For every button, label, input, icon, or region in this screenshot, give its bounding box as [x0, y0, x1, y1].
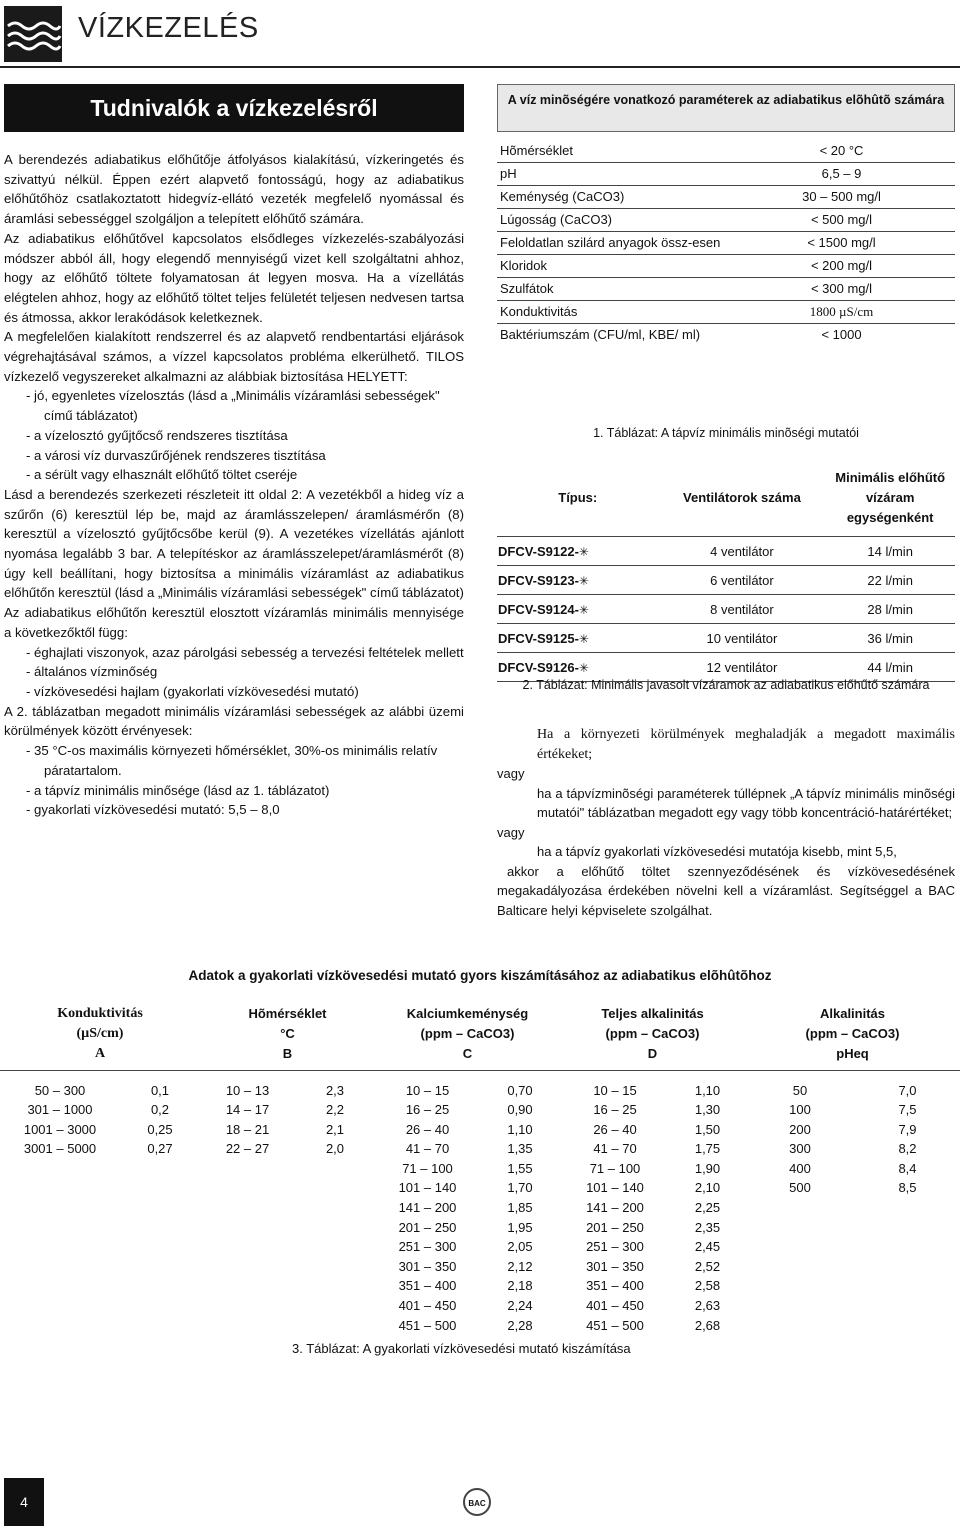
list-cell	[0, 1081, 120, 1336]
table-cell: 22 – 27	[225, 1141, 270, 1157]
table-row: DFCV-S9123-✳ 6 ventilátor 22 l/min	[497, 566, 955, 595]
table-cell: 1,75	[694, 1141, 721, 1157]
table-cell: 100	[789, 1102, 811, 1118]
table1-caption: 1. Táblázat: A tápvíz minimális minõségi mutatói	[593, 426, 859, 440]
table-cell: 101 – 140	[398, 1180, 457, 1196]
column-header: Kalciumkeménység (ppm – CaCO3) C	[375, 998, 560, 1071]
table-cell: 2,24	[507, 1298, 533, 1314]
table-cell: 71 – 100	[402, 1160, 453, 1176]
table-cell: 18 – 21	[225, 1121, 270, 1137]
column-header: Teljes alkalinitás (ppm – CaCO3) D	[560, 998, 745, 1071]
table-row: Lúgosság (CaCO3) < 500 mg/l	[497, 209, 955, 232]
snowflake-icon: ✳	[578, 631, 589, 646]
or-label: vagy	[497, 766, 525, 781]
table-cell: 41 – 70	[405, 1141, 450, 1157]
snowflake-icon: ✳	[578, 544, 589, 559]
list-cell	[670, 1081, 745, 1336]
list-item: - gyakorlati vízkövesedési mutató: 5,5 – 8,0	[26, 802, 280, 818]
table-row: Feloldatlan szilárd anyagok össz-esen < 1500 mg/l	[497, 232, 955, 255]
table-cell: 10 – 15	[405, 1082, 450, 1098]
or-label: vagy	[497, 824, 525, 840]
water-quality-table	[497, 140, 955, 346]
list-item: - jó, egyenletes vízelosztás (lásd a „Minimális vízáramlási sebességek" című táblázatot)	[26, 388, 440, 424]
condition: ha a tápvíz gyakorlati vízkövesedési mutatója kisebb, mint 5,5,	[537, 844, 897, 859]
table-cell: 8,5	[898, 1180, 917, 1196]
list-item: - a sérült vagy elhasznált előhűtő töltet cseréje	[26, 467, 298, 483]
table-cell: 2,35	[694, 1219, 721, 1235]
list-item: - a tápvíz minimális minősége (lásd az 1. táblázatot)	[26, 782, 330, 798]
table-row: DFCV-S9125-✳ 10 ventilátor 36 l/min	[497, 624, 955, 653]
list-cell	[480, 1081, 560, 1336]
left-column	[4, 150, 464, 820]
list-item: - 35 °C-os maximális környezeti hőmérséklet, 30%-os minimális relatív páratartalom.	[26, 743, 438, 778]
bac-logo: BAC	[463, 1488, 491, 1516]
list-item: - a városi víz durvaszűrőjének rendszeres tisztítása	[26, 447, 326, 463]
table-cell: 2,12	[507, 1258, 533, 1274]
table-cell: 2,28	[507, 1317, 533, 1333]
column-header: Típus:	[558, 490, 598, 505]
table-cell: 301 – 350	[398, 1258, 457, 1274]
list-cell	[560, 1081, 670, 1336]
table-cell: 451 – 500	[398, 1317, 457, 1333]
table-cell: 2,10	[694, 1180, 721, 1196]
table-cell: 10 – 15	[593, 1082, 637, 1098]
table-cell: 2,05	[507, 1239, 533, 1255]
paragraph: A berendezés adiabatikus előhűtője átfolyásos kialakítású, vízkeringetés és szivattyú nélkül. Éppen ezért alapvető fontosságú, hogy az adiabatikus előhűtőhöz csatlakoztatott hidegvíz-ellátó vezeték megfelelő nyomással és áramlási sebességgel szolgáljon a telepített előhűtő számára.	[4, 152, 464, 227]
list-cell	[855, 1081, 960, 1336]
header-divider	[0, 66, 960, 68]
table-cell: 2,63	[694, 1298, 721, 1314]
list-item: - általános vízminőség	[26, 664, 158, 680]
table-cell: 251 – 300	[398, 1239, 457, 1255]
table-row: DFCV-S9124-✳ 8 ventilátor 28 l/min	[497, 595, 955, 624]
table-cell: 1001 – 3000	[23, 1121, 97, 1137]
table-cell: 200	[789, 1121, 811, 1137]
table-cell: 16 – 25	[405, 1102, 450, 1118]
waves-icon	[4, 6, 62, 62]
conditions-block	[497, 725, 955, 920]
table-cell: 7,0	[898, 1082, 917, 1098]
list-item: - éghajlati viszonyok, azaz párolgási sebesség a tervezési feltételek mellett	[26, 644, 464, 660]
flow-rate-table	[497, 460, 955, 682]
table-cell: 8,4	[898, 1160, 917, 1176]
table-row: Baktériumszám (CFU/ml, KBE/ ml) < 1000	[500, 327, 862, 342]
list-cell	[745, 1081, 855, 1336]
page-title: VÍZKEZELÉS	[78, 12, 259, 44]
scaling-index-table	[0, 998, 960, 1335]
table-cell: 1,85	[507, 1200, 533, 1216]
table-cell: 1,10	[507, 1121, 533, 1137]
table-cell: 251 – 300	[586, 1239, 644, 1255]
table-cell: 141 – 200	[586, 1200, 644, 1216]
table-cell: 2,18	[507, 1278, 533, 1294]
table-cell: 500	[789, 1180, 811, 1196]
paragraph: Lásd a berendezés szerkezeti részleteit itt oldal 2: A vezetékből a hideg víz a szűrőn (6) keresztül lép be, majd az áramlásszelepen/ áramlásmérőn (8) keresztül a vízelosztó gyűjtőcsőbe kerül (9). A vezetékes vízellátás ajánlott nyomása legalább 3 bar. A telepítéskor az áramlásszelepet/áramlásmérőt (8) úgy kell beállítani, hogy biztosítsa a minimális vízáramlást az adiabatikus előhűtőn keresztül (lásd a „Minimális vízáramlási sebességek" című táblázatot)	[4, 486, 464, 601]
table3-title: Adatok a gyakorlati vízkövesedési mutató gyors kiszámításához az adiabatikus elõhûtõhoz	[188, 968, 772, 983]
table-cell: 451 – 500	[586, 1317, 644, 1333]
table-cell: 2,3	[325, 1082, 345, 1098]
table-row: Hõmérséklet < 20 °C	[497, 140, 955, 163]
list-cell	[200, 1081, 295, 1336]
condition: Ha a környezeti körülmények meghaladják a megadott maximális értékeket;	[537, 727, 955, 762]
paragraph: Az adiabatikus előhűtővel kapcsolatos elsődleges vízkezelés-szabályozási módszer abból áll, hogy elegendő mennyiségű vizet kell szolgáltatni ahhoz, hogy az előhűtő töltete folyamatosan át legyen mosva. Ha a vízellátás elégtelen ahhoz, hogy az előhűtő töltet teljes felületét teljesen nedvesen tartsa és átmossa, akkor lerakódások keletkeznek.	[4, 230, 464, 325]
table-cell: 0,27	[147, 1141, 173, 1157]
table-cell: 301 – 1000	[27, 1102, 93, 1118]
table3-caption: 3. Táblázat: A gyakorlati vízkövesedési mutató kiszámítása	[292, 1341, 631, 1356]
table-cell: 26 – 40	[405, 1121, 450, 1137]
table-cell: 1,70	[507, 1180, 533, 1196]
paragraph: A megfelelően kialakított rendszerrel és az alapvető rendbentartási eljárások végrehajtásával számos, a vízzel kapcsolatos probléma elkerülhető. TILOS vízkezelő vegyszereket alkalmazni az alábbiak biztosítása HELYETT:	[4, 329, 464, 384]
table-row: DFCV-S9126-✳ 12 ventilátor 44 l/min	[497, 653, 955, 682]
table-cell: 351 – 400	[586, 1278, 644, 1294]
table2-caption: 2. Táblázat: Minimális javasolt vízáramok az adiabatikus előhűtő számára	[522, 678, 930, 692]
list-item: - vízkövesedési hajlam (gyakorlati vízkövesedési mutató)	[26, 683, 359, 699]
table-cell: 401 – 450	[586, 1298, 644, 1314]
column-header: Hõmérséklet °C B	[200, 998, 375, 1071]
snowflake-icon: ✳	[578, 660, 589, 675]
table-cell: 1,55	[507, 1160, 533, 1176]
table-cell: 3001 – 5000	[23, 1141, 97, 1157]
table-cell: 10 – 13	[225, 1082, 270, 1098]
table-cell: 2,58	[694, 1278, 721, 1294]
condition: ha a tápvízminõségi paraméterek túllépnek „A tápvíz minimális minõségi mutatói" táblázatban megadott egy vagy több koncentráció-határértéket;	[537, 785, 955, 820]
table-cell: 1,50	[694, 1121, 721, 1137]
conclusion: akkor a előhűtő töltet szennyeződésének és vízkövesedésének megakadályozása érdekében növelni kell a vízáramlást. Segítséggel a BAC Balticare helyi képviselete szolgálhat.	[497, 863, 955, 918]
table-cell: 2,52	[694, 1258, 721, 1274]
table-cell: 8,2	[898, 1141, 917, 1157]
table1-title: A víz minõségére vonatkozó paraméterek az adiabatikus elõhûtõ számára	[497, 84, 955, 132]
list-item: - a vízelosztó gyűjtőcső rendszeres tisztítása	[26, 427, 288, 443]
table-row: DFCV-S9122-✳ 4 ventilátor 14 l/min	[497, 537, 955, 566]
table-cell: 300	[789, 1141, 811, 1157]
table-cell: 1,90	[694, 1160, 721, 1176]
table-row: Kloridok < 200 mg/l	[497, 255, 955, 278]
table-cell: 26 – 40	[593, 1121, 637, 1137]
list-cell	[120, 1081, 200, 1336]
table-cell: 50	[792, 1082, 808, 1098]
table-cell: 1,35	[507, 1141, 533, 1157]
column-header: Minimális előhűtő vízáram egységenként	[835, 470, 946, 525]
table-cell: 201 – 250	[586, 1219, 644, 1235]
table-cell: 50 – 300	[34, 1082, 86, 1098]
table-row: Szulfátok < 300 mg/l	[497, 278, 955, 301]
table-cell: 2,68	[694, 1317, 721, 1333]
column-header: Alkalinitás (ppm – CaCO3) pHeq	[745, 998, 960, 1071]
list-cell	[375, 1081, 480, 1336]
table-cell: 1,30	[694, 1102, 721, 1118]
table-cell: 2,45	[694, 1239, 721, 1255]
table-cell: 141 – 200	[398, 1200, 457, 1216]
snowflake-icon: ✳	[578, 573, 589, 588]
column-header: Konduktivitás (µS/cm) A	[0, 998, 200, 1071]
snowflake-icon: ✳	[578, 602, 589, 617]
page-number: 4	[4, 1478, 44, 1526]
table-cell: 41 – 70	[593, 1141, 637, 1157]
list-cell	[295, 1081, 375, 1336]
table-cell: 1,95	[507, 1219, 533, 1235]
paragraph: A 2. táblázatban megadott minimális vízáramlási sebességek az alábbi üzemi körülmények között érvényesek:	[4, 703, 464, 739]
table-row: Konduktivitás 1800 µS/cm	[497, 301, 955, 324]
table-row	[0, 1081, 960, 1336]
table-cell: 7,5	[898, 1102, 917, 1118]
table-cell: 401 – 450	[398, 1298, 457, 1314]
section-banner: Tudnivalók a vízkezelésről	[4, 84, 464, 132]
table-cell: 1,10	[694, 1082, 721, 1098]
table-cell: 16 – 25	[593, 1102, 637, 1118]
table-cell: 2,0	[325, 1141, 345, 1157]
table-cell: 351 – 400	[398, 1278, 457, 1294]
table-cell: 71 – 100	[589, 1160, 641, 1176]
table-cell: 2,2	[325, 1102, 345, 1118]
table-cell: 0,1	[150, 1082, 170, 1098]
table-cell: 7,9	[898, 1121, 917, 1137]
table-cell: 2,1	[325, 1121, 345, 1137]
table-cell: 2,25	[694, 1200, 721, 1216]
paragraph: Az adiabatikus előhűtőn keresztül elosztott vízáramlás minimális mennyisége a következőktől függ:	[4, 605, 464, 640]
table-cell: 14 – 17	[225, 1102, 270, 1118]
column-header: Ventilátorok száma	[683, 490, 801, 505]
table-cell: 101 – 140	[586, 1180, 644, 1196]
table-cell: 400	[789, 1160, 811, 1176]
table-cell: 201 – 250	[398, 1219, 457, 1235]
table-cell: 0,2	[150, 1102, 170, 1118]
table-cell: 0,70	[507, 1082, 533, 1098]
table-cell: 301 – 350	[586, 1258, 644, 1274]
table-cell: 0,90	[507, 1102, 533, 1118]
table-row: Keménység (CaCO3) 30 – 500 mg/l	[497, 186, 955, 209]
table-row: pH 6,5 – 9	[497, 163, 955, 186]
table-cell: 0,25	[147, 1121, 173, 1137]
